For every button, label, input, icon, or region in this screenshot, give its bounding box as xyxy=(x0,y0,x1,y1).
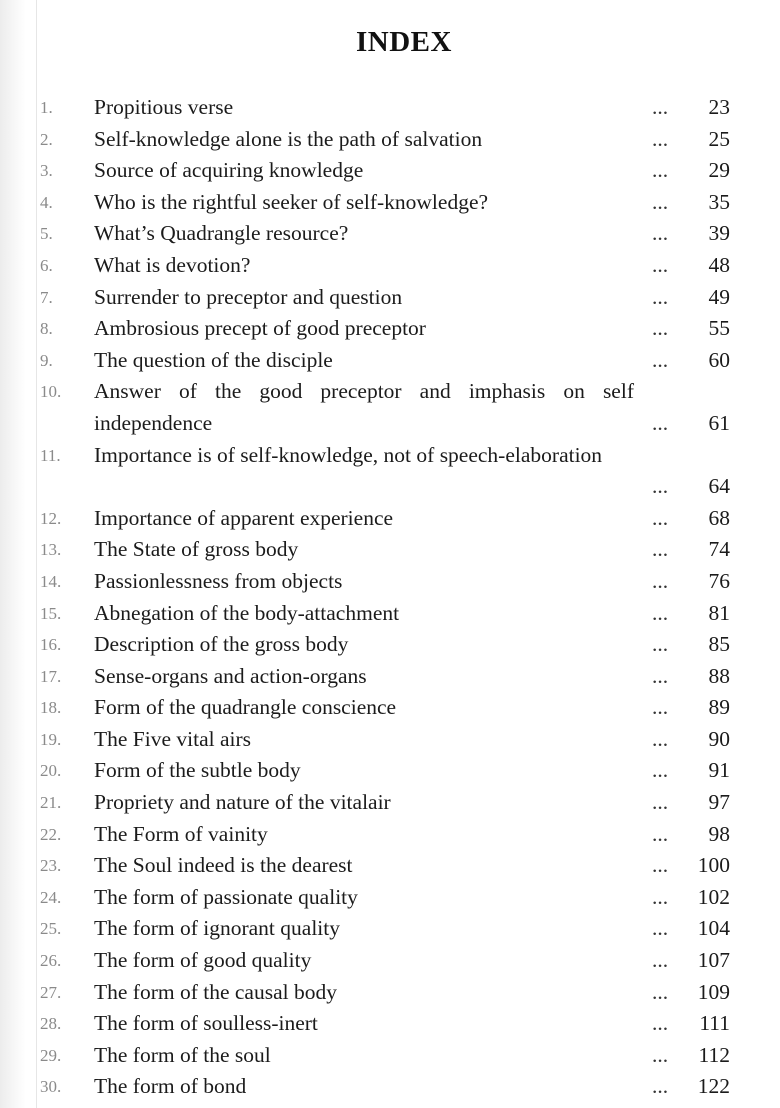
entry-title: Sense-organs and action-organs xyxy=(94,663,367,688)
entry-title: The State of gross body xyxy=(94,537,299,562)
entry-title: Self-knowledge alone is the path of salvation xyxy=(94,126,483,151)
entry-number: 22. xyxy=(40,824,62,844)
entry-page-number: 88 xyxy=(708,663,730,688)
entry-page-number: 23 xyxy=(708,95,730,119)
entry-title: The Form of vainity xyxy=(94,821,268,846)
entry-leader-dots: ... xyxy=(652,1074,669,1099)
entry-title: The Soul indeed is the dearest xyxy=(94,853,353,878)
entry-title: Importance is of self-knowledge, not of speech-elaboration xyxy=(94,442,603,467)
index-entry xyxy=(0,124,780,156)
entry-leader-dots: ... xyxy=(652,316,669,341)
page-title: INDEX xyxy=(356,26,452,58)
entry-number: 15. xyxy=(40,603,62,623)
entry-leader-dots: ... xyxy=(652,568,669,593)
entry-number: 29. xyxy=(40,1045,62,1065)
entry-title: The form of soulless-inert xyxy=(94,1011,318,1036)
entry-title: The form of the soul xyxy=(94,1042,271,1067)
index-entry xyxy=(0,1008,780,1040)
index-entry xyxy=(0,313,780,345)
entry-leader-dots: ... xyxy=(652,474,669,499)
entry-leader-dots: ... xyxy=(652,695,669,720)
entry-title: Answer of the good preceptor and imphasis on self independence xyxy=(94,379,634,435)
index-entry xyxy=(0,345,780,377)
entry-number: 6. xyxy=(40,255,53,275)
index-entry xyxy=(0,218,780,250)
index-entry xyxy=(0,724,780,756)
entry-page-number: 91 xyxy=(708,758,730,783)
entry-leader-dots: ... xyxy=(652,252,669,277)
index-entry xyxy=(0,503,780,535)
entry-number: 8. xyxy=(40,319,53,339)
entry-page-number: 109 xyxy=(697,979,730,1004)
entry-title: Propriety and nature of the vitalair xyxy=(94,790,391,815)
entry-leader-dots: ... xyxy=(652,884,669,909)
entry-number: 12. xyxy=(40,508,62,528)
index-entry xyxy=(0,282,780,314)
index-entry xyxy=(0,1040,780,1072)
entry-number: 17. xyxy=(40,666,62,686)
entry-title: What is devotion? xyxy=(94,252,251,277)
entry-leader-dots: ... xyxy=(652,158,669,183)
entry-page-number: 98 xyxy=(708,821,730,846)
entry-title: Surrender to preceptor and question xyxy=(94,284,403,309)
index-entry xyxy=(0,850,780,882)
entry-page-number: 107 xyxy=(697,948,730,973)
entry-leader-dots: ... xyxy=(652,284,669,309)
entry-page-number: 35 xyxy=(708,189,730,214)
entry-page-number: 89 xyxy=(708,695,730,720)
entry-title: Propitious verse xyxy=(94,95,234,119)
entry-page-number: 64 xyxy=(708,474,730,499)
entry-leader-dots: ... xyxy=(652,979,669,1004)
entry-title: The form of passionate quality xyxy=(94,884,358,909)
entry-leader-dots: ... xyxy=(652,347,669,372)
index-entry xyxy=(0,977,780,1009)
index-entry xyxy=(0,566,780,598)
entry-page-number: 25 xyxy=(708,126,730,151)
index-entry xyxy=(0,882,780,914)
entry-leader-dots: ... xyxy=(652,853,669,878)
entry-title: Importance of apparent experience xyxy=(94,505,394,530)
entry-leader-dots: ... xyxy=(652,790,669,815)
entry-page-number: 60 xyxy=(708,347,730,372)
entry-page-number: 104 xyxy=(697,916,730,941)
entry-leader-dots: ... xyxy=(652,663,669,688)
index-entry xyxy=(0,629,780,661)
entry-leader-dots: ... xyxy=(652,916,669,941)
index-list xyxy=(0,92,780,1103)
entry-number: 27. xyxy=(40,982,62,1002)
index-entry xyxy=(0,787,780,819)
entry-number: 7. xyxy=(40,287,53,307)
entry-leader-dots: ... xyxy=(652,505,669,530)
entry-title: What’s Quadrangle resource? xyxy=(94,221,349,246)
entry-title: Abnegation of the body-attachment xyxy=(94,600,400,625)
entry-title: Ambrosious precept of good preceptor xyxy=(94,316,426,341)
entry-number: 21. xyxy=(40,793,62,813)
entry-number: 23. xyxy=(40,856,62,876)
entry-number: 4. xyxy=(40,192,53,212)
index-entry xyxy=(0,187,780,219)
entry-page-number: 100 xyxy=(697,853,730,878)
entry-title: The form of good quality xyxy=(94,948,312,973)
index-entry xyxy=(0,913,780,945)
entry-leader-dots: ... xyxy=(652,726,669,751)
entry-page-number: 90 xyxy=(708,726,730,751)
entry-title: Passionlessness from objects xyxy=(94,568,343,593)
entry-page-number: 55 xyxy=(708,316,730,341)
entry-number: 5. xyxy=(40,224,53,244)
entry-number: 2. xyxy=(40,129,53,149)
entry-leader-dots: ... xyxy=(652,126,669,151)
entry-number: 3. xyxy=(40,161,53,181)
entry-number: 24. xyxy=(40,887,62,907)
index-entry xyxy=(0,661,780,693)
index-entry xyxy=(0,440,780,503)
entry-page-number: 111 xyxy=(699,1011,730,1036)
entry-leader-dots: ... xyxy=(652,1042,669,1067)
entry-page-number: 85 xyxy=(708,632,730,657)
entry-number: 25. xyxy=(40,919,62,939)
entry-page-number: 102 xyxy=(697,884,730,909)
entry-number: 30. xyxy=(40,1077,62,1097)
entry-leader-dots: ... xyxy=(652,758,669,783)
entry-leader-dots: ... xyxy=(652,821,669,846)
entry-page-number: 49 xyxy=(708,284,730,309)
entry-page-number: 68 xyxy=(708,505,730,530)
entry-number: 16. xyxy=(40,635,62,655)
entry-title: The form of ignorant quality xyxy=(94,916,340,941)
entry-page-number: 112 xyxy=(698,1042,730,1067)
entry-number: 14. xyxy=(40,571,62,591)
entry-title: The question of the disciple xyxy=(94,347,333,372)
entry-page-number: 81 xyxy=(708,600,730,625)
entry-number: 20. xyxy=(40,761,62,781)
index-entry xyxy=(0,755,780,787)
entry-number: 13. xyxy=(40,540,62,560)
index-entry xyxy=(0,1071,780,1103)
entry-number: 1. xyxy=(40,98,53,117)
entry-leader-dots: ... xyxy=(652,189,669,214)
entry-page-number: 39 xyxy=(708,221,730,246)
entry-leader-dots: ... xyxy=(652,410,669,435)
index-entry xyxy=(0,155,780,187)
entry-title: Source of acquiring knowledge xyxy=(94,158,364,183)
entry-title: The Five vital airs xyxy=(94,726,252,751)
entry-page-number: 97 xyxy=(708,790,730,815)
entry-number: 11. xyxy=(40,445,61,465)
index-entry xyxy=(0,92,780,124)
entry-number: 10. xyxy=(40,382,62,402)
index-entry xyxy=(0,692,780,724)
entry-number: 26. xyxy=(40,951,62,971)
entry-leader-dots: ... xyxy=(652,600,669,625)
index-entry xyxy=(0,534,780,566)
entry-page-number: 76 xyxy=(708,568,730,593)
entry-leader-dots: ... xyxy=(652,95,669,119)
entry-leader-dots: ... xyxy=(652,948,669,973)
entry-page-number: 48 xyxy=(708,252,730,277)
index-entry xyxy=(0,376,780,439)
entry-leader-dots: ... xyxy=(652,1011,669,1036)
index-entry xyxy=(0,598,780,630)
entry-page-number: 74 xyxy=(708,537,730,562)
index-entry xyxy=(0,945,780,977)
entry-page-number: 122 xyxy=(697,1074,730,1099)
entry-page-number: 29 xyxy=(708,158,730,183)
entry-page-number: 61 xyxy=(708,410,730,435)
entry-leader-dots: ... xyxy=(652,632,669,657)
entry-title: Form of the subtle body xyxy=(94,758,301,783)
index-entry xyxy=(0,250,780,282)
index-entry xyxy=(0,819,780,851)
entry-leader-dots: ... xyxy=(652,537,669,562)
entry-title: The form of bond xyxy=(94,1074,247,1099)
entry-number: 28. xyxy=(40,1014,62,1034)
entry-number: 9. xyxy=(40,350,53,370)
entry-title: Description of the gross body xyxy=(94,632,349,657)
entry-title: Who is the rightful seeker of self-knowledge? xyxy=(94,189,489,214)
entry-number: 18. xyxy=(40,698,62,718)
entry-number: 19. xyxy=(40,729,62,749)
entry-leader-dots: ... xyxy=(652,221,669,246)
entry-title: The form of the causal body xyxy=(94,979,337,1004)
entry-title: Form of the quadrangle conscience xyxy=(94,695,397,720)
